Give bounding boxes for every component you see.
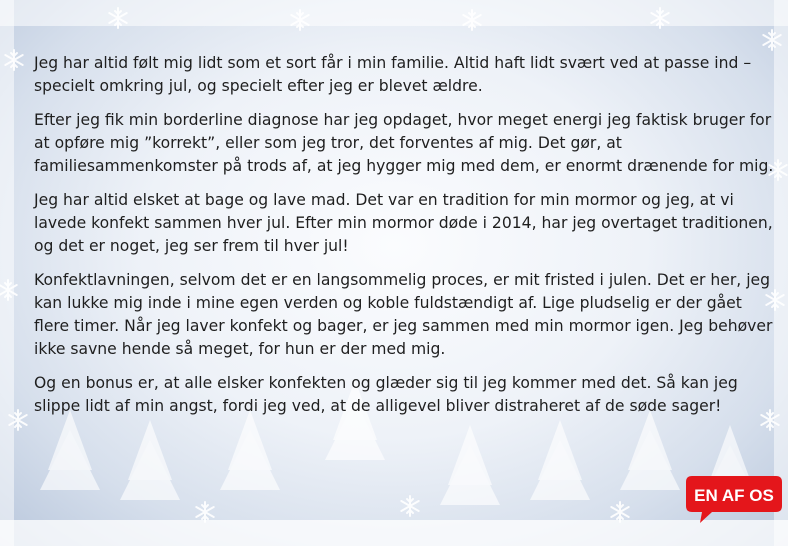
story-text [34,52,774,429]
paragraph-1: Jeg har altid følt mig lidt som et sort får i min familie. Altid haft lidt svært ved at passe ind – specielt omkring jul, og specielt efter jeg er blevet ældre. [34,54,752,95]
en-af-os-logo [684,472,784,524]
paragraph-4: Konfektlavningen, selvom det er en langsommelig proces, er mit fristed i julen. Det er her, jeg kan lukke mig inde i mine egen verden og koble fuldstændigt af. Lige pludselig er der gået flere timer. Når jeg laver konfekt og bager, er jeg sammen med min mormor igen. Jeg behøver ikke savne hende så meget, for hun er der med mig. [34,271,773,358]
paragraph-5: Og en bonus er, at alle elsker konfekten og glæder sig til jeg kommer med det. Så kan jeg slippe lidt af min angst, fordi jeg ved, at de alligevel bliver distraheret af de søde sager! [34,374,738,415]
logo-text: EN AF OS [694,486,774,505]
paragraph-2: Efter jeg fik min borderline diagnose har jeg opdaget, hvor meget energi jeg faktisk bruger for at opføre mig ”korrekt”, eller som jeg tror, det forventes af mig. Det gør, at familiesammenkomster på trods af, at jeg hygger mig med dem, er enormt drænende for mig. [34,111,774,175]
paragraph-3: Jeg har altid elsket at bage og lave mad. Det var en tradition for min mormor og jeg, at vi lavede konfekt sammen hver jul. Efter min mormor døde i 2014, har jeg overtaget traditionen, og det er noget, jeg ser frem til hver jul! [34,191,773,255]
